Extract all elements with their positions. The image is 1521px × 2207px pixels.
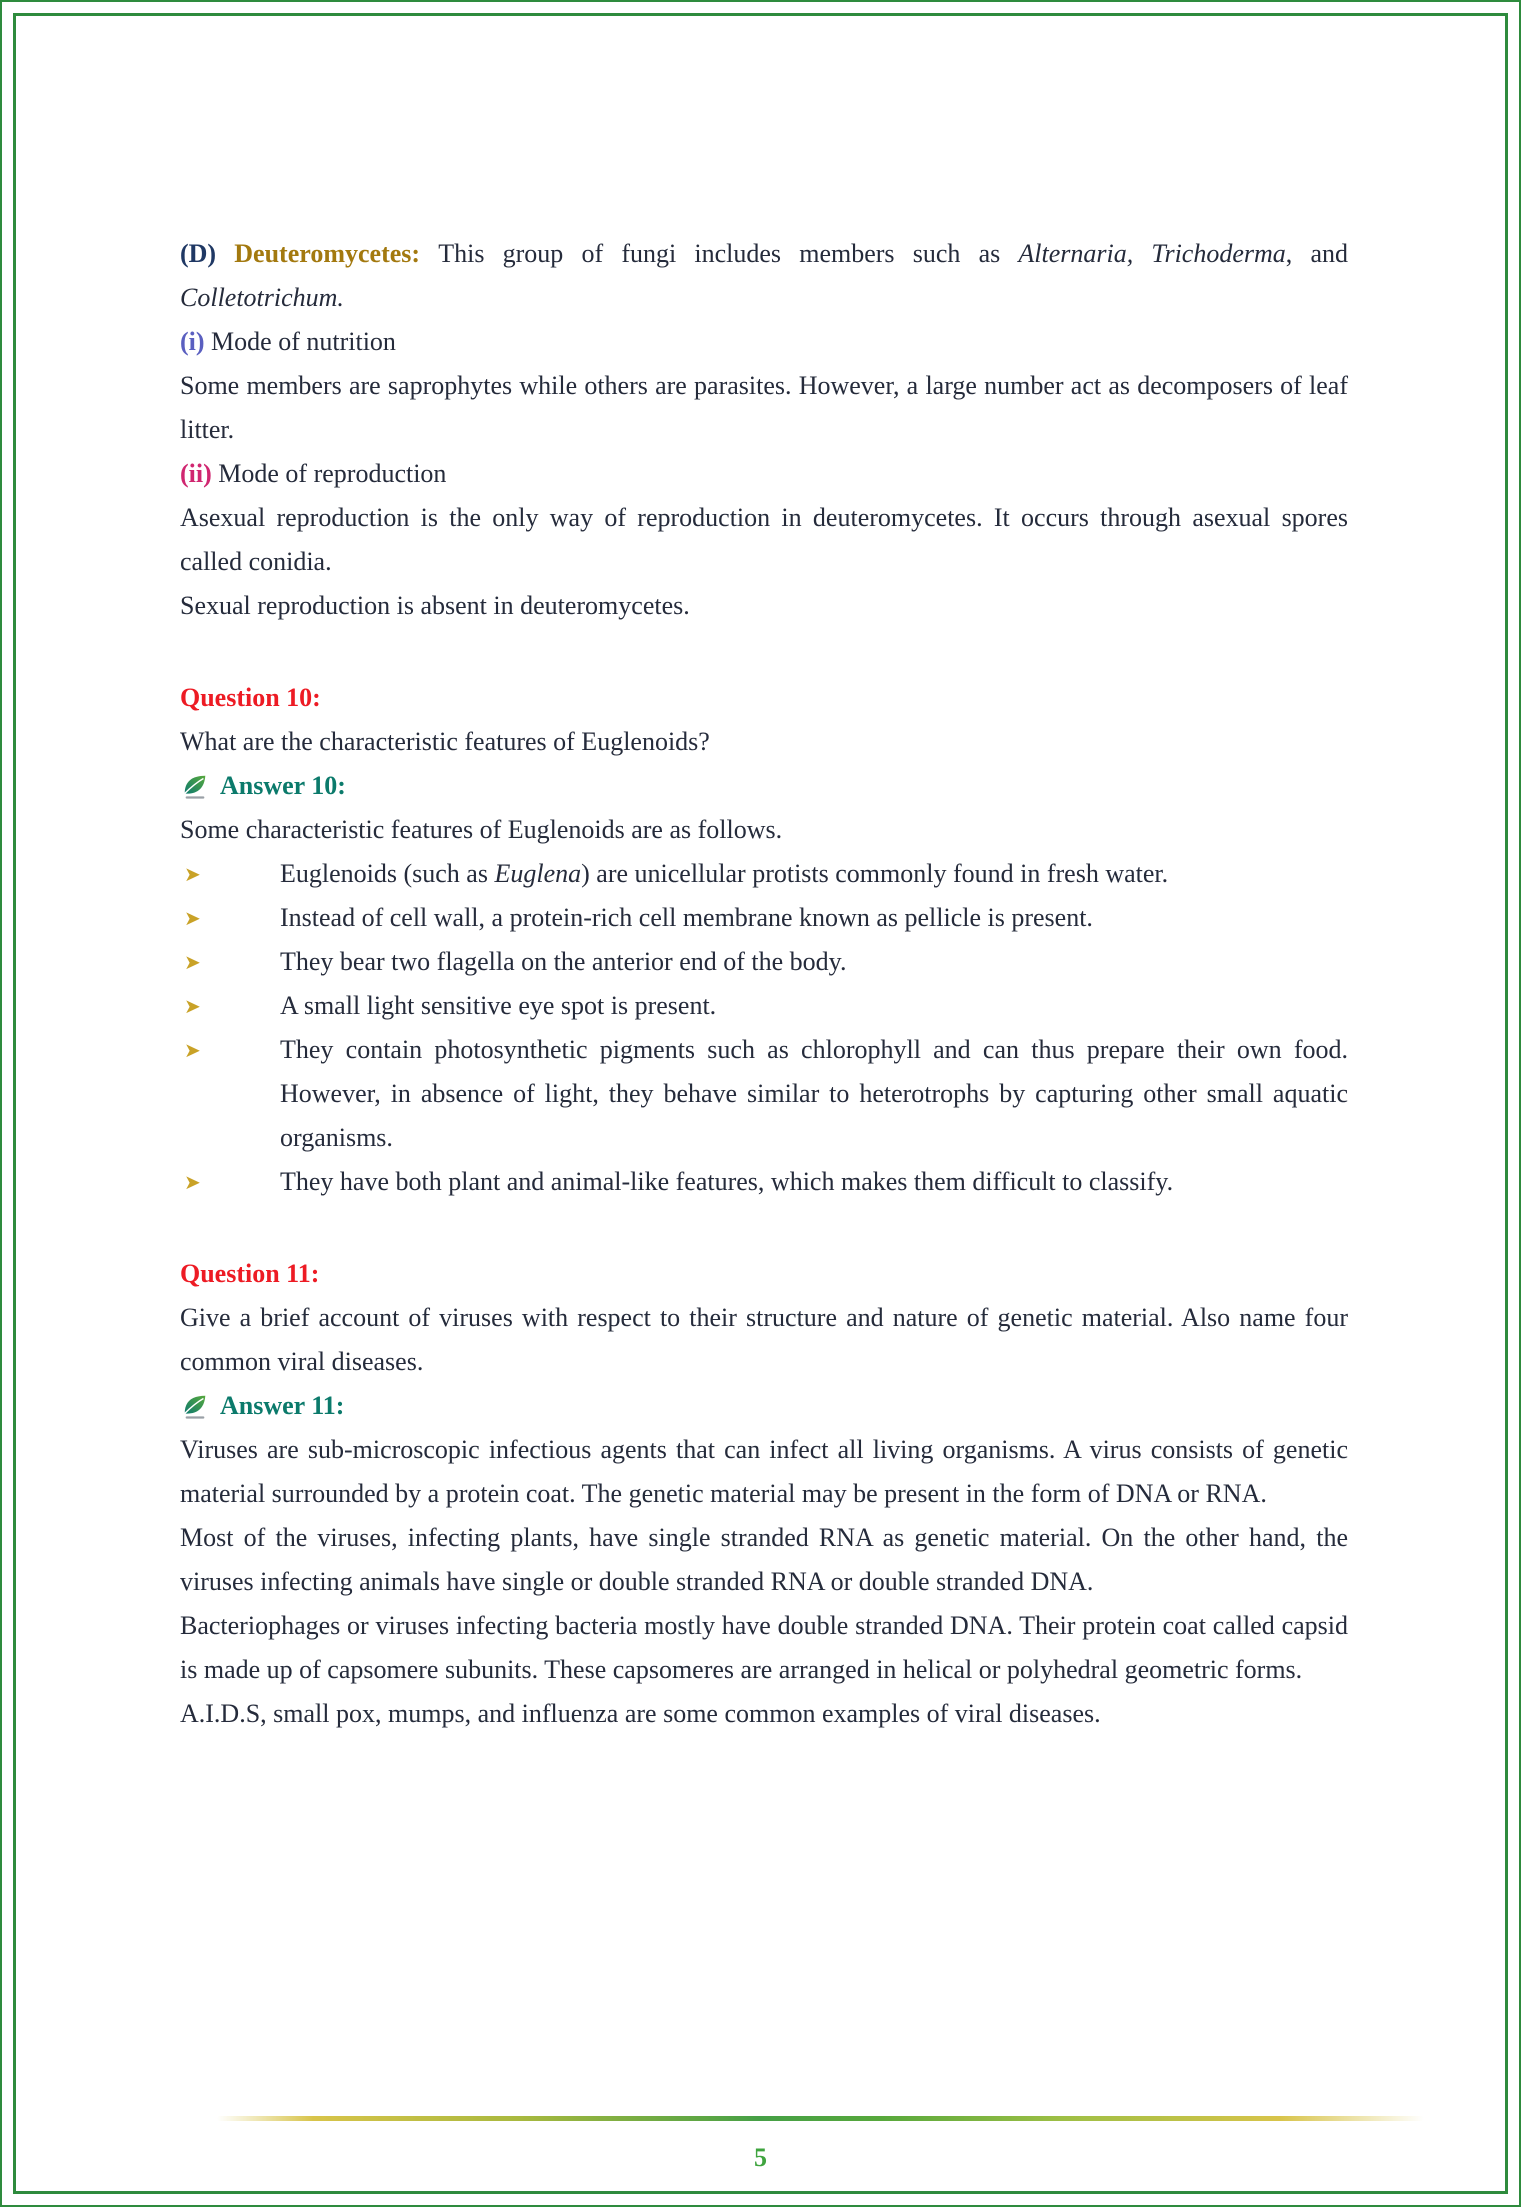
text-segment: Sexual reproduction is absent in deuteromycetes. xyxy=(180,591,690,620)
bullet-item xyxy=(180,896,1348,940)
footer-gradient-rule xyxy=(217,2116,1424,2121)
text-segment: Viruses are sub-microscopic infectious agents that can infect all living organisms. A virus consists of genetic material surrounded by a protein coat. The genetic material may be present in the form of DNA or RNA. xyxy=(180,1435,1348,1508)
text-segment: Bacteriophages or viruses infecting bacteria mostly have double stranded DNA. Their protein coat called capsid is made up of capsomere subunits. These capsomeres are arranged in helical or polyhedral geometric forms. xyxy=(180,1611,1348,1684)
text-segment: Asexual reproduction is the only way of reproduction in deuteromycetes. It occurs through asexual spores called conidia. xyxy=(180,503,1348,576)
text-segment: Some members are saprophytes while others are parasites. However, a large number act as decomposers of leaf litter. xyxy=(180,371,1348,444)
paragraph xyxy=(180,584,1348,628)
section-spacer xyxy=(180,1204,1348,1252)
text-segment: (ii) xyxy=(180,459,219,488)
document-body xyxy=(180,232,1348,1736)
bullet-arrow-icon: ➤ xyxy=(184,994,201,1018)
paragraph xyxy=(180,808,1348,852)
paragraph xyxy=(180,1604,1348,1692)
text-segment: (D) xyxy=(180,239,235,268)
text-segment: ) are unicellular protists commonly found in fresh water. xyxy=(581,859,1169,888)
bullet-text xyxy=(280,896,1348,940)
answer-logo-icon xyxy=(180,771,210,801)
text-segment: They have both plant and animal-like features, which makes them difficult to classify. xyxy=(280,1167,1174,1196)
text-segment: Instead of cell wall, a protein-rich cell membrane known as pellicle is present. xyxy=(280,903,1093,932)
paragraph xyxy=(180,320,1348,364)
text-segment: , and xyxy=(1285,239,1349,268)
text-segment: Deuteromycetes: xyxy=(234,239,439,268)
section-spacer xyxy=(180,628,1348,676)
question-heading: Question 10: xyxy=(180,683,321,712)
text-segment: Some characteristic features of Euglenoids are as follows. xyxy=(180,815,783,844)
bullet-item xyxy=(180,1028,1348,1160)
bullet-arrow-icon: ➤ xyxy=(184,1038,201,1062)
text-segment: They bear two flagella on the anterior end of the body. xyxy=(280,947,847,976)
answer-heading xyxy=(180,1384,1348,1428)
paragraph xyxy=(180,1516,1348,1604)
question-heading: Question 11: xyxy=(180,1259,320,1288)
bullet-text xyxy=(280,1028,1348,1160)
text-segment: They contain photosynthetic pigments such as chlorophyll and can thus prepare their own food. However, in absence of light, they behave similar to heterotrophs by capturing other small aquatic organisms. xyxy=(280,1035,1348,1152)
text-segment: A.I.D.S, small pox, mumps, and influenza are some common examples of viral diseases. xyxy=(180,1699,1101,1728)
paragraph xyxy=(180,1428,1348,1516)
paragraph xyxy=(180,232,1348,320)
answer-heading-label: Answer 10: xyxy=(220,771,346,800)
bullet-arrow-icon: ➤ xyxy=(184,862,201,886)
text-segment: Euglenoids (such as xyxy=(280,859,495,888)
paragraph xyxy=(180,720,1348,764)
text-segment: Colletotrichum. xyxy=(180,283,344,312)
bullet-item xyxy=(180,940,1348,984)
answer-heading-label: Answer 11: xyxy=(220,1391,345,1420)
text-segment: Euglena xyxy=(494,859,582,888)
bullet-text xyxy=(280,1160,1348,1204)
bullet-arrow-icon: ➤ xyxy=(184,950,201,974)
answer-logo-icon xyxy=(180,1391,210,1421)
paragraph xyxy=(180,364,1348,452)
text-segment: Mode of nutrition xyxy=(211,327,396,356)
paragraph xyxy=(180,1296,1348,1384)
bullet-text xyxy=(280,940,1348,984)
answer-heading xyxy=(180,764,1348,808)
text-segment: Most of the viruses, infecting plants, have single stranded RNA as genetic material. On the other hand, the viruses infecting animals have single or double stranded RNA or double stranded DNA. xyxy=(180,1523,1348,1596)
bullet-list xyxy=(180,852,1348,1204)
bullet-item xyxy=(180,1160,1348,1204)
bullet-item xyxy=(180,852,1348,896)
bullet-text xyxy=(280,984,1348,1028)
bullet-item xyxy=(180,984,1348,1028)
text-segment: Alternaria, Trichoderma xyxy=(1018,239,1286,268)
text-segment: What are the characteristic features of Euglenoids? xyxy=(180,727,710,756)
bullet-arrow-icon: ➤ xyxy=(184,1170,201,1194)
text-segment: A small light sensitive eye spot is present. xyxy=(280,991,717,1020)
text-segment: Give a brief account of viruses with respect to their structure and nature of genetic material. Also name four common viral diseases. xyxy=(180,1303,1348,1376)
paragraph xyxy=(180,496,1348,584)
text-segment: Mode of reproduction xyxy=(218,459,447,488)
text-segment: (i) xyxy=(180,327,212,356)
bullet-arrow-icon: ➤ xyxy=(184,906,201,930)
text-segment: This group of fungi includes members such as xyxy=(438,239,1019,268)
paragraph xyxy=(180,452,1348,496)
page-number: 5 xyxy=(754,2143,767,2172)
bullet-text xyxy=(280,852,1348,896)
paragraph xyxy=(180,1692,1348,1736)
